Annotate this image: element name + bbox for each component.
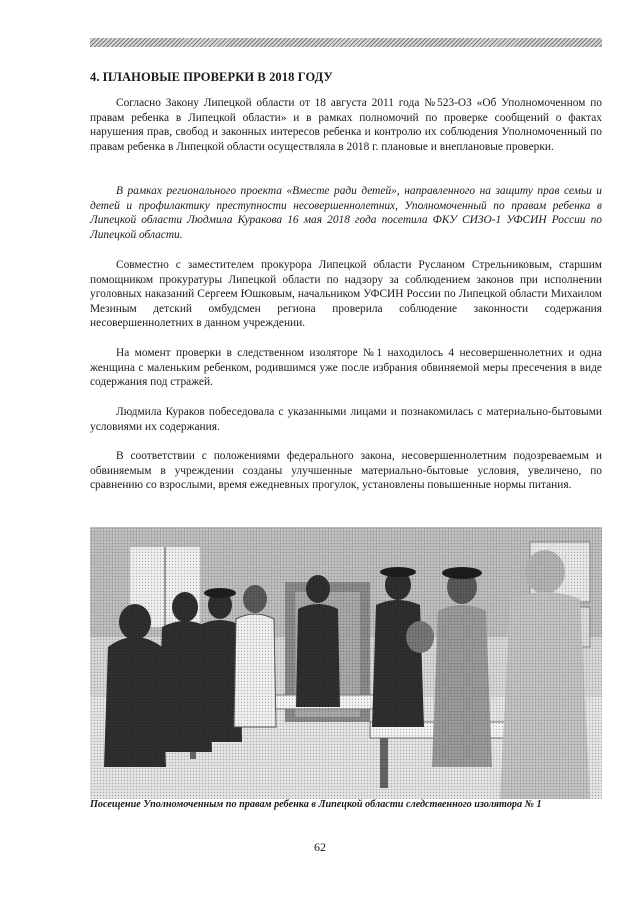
paragraph-6: В соответствии с положениями федерального закона, несовершеннолетним подозреваемым и обвиняемым в учреждении созданы улучшенные материально-бытовые условия, увеличено, по сравнению со взрослыми, время ежедневных прогулок, установлены повышенные нормы питания.	[90, 450, 602, 492]
photo-illustration	[90, 527, 602, 799]
header-rule	[90, 38, 602, 47]
paragraph-5: Людмила Кураков побеседовала с указанными лицами и познакомилась с материально-бытовыми условиями их содержания.	[90, 406, 602, 433]
page-number: 62	[314, 840, 326, 854]
photo-caption: Посещение Уполномоченным по правам ребенка в Липецкой области следственного изолятора № 1	[90, 799, 542, 810]
visit-photo	[90, 527, 602, 799]
paragraph-2: В рамках регионального проекта «Вместе ради детей», направленного на защиту прав семьи и детей и профилактику преступности несовершеннолетних, Уполномоченный по правам ребенка в Липецкой области Людмила Куракова 16 мая 2018 года посетила ФКУ СИЗО-1 УФСИН России по Липецкой области.	[90, 185, 602, 241]
paragraph-1: Согласно Закону Липецкой области от 18 августа 2011 года №523-ОЗ «Об Уполномоченном по правам ребенка в Липецкой области» и в рамках полномочий по проверке сообщений о фактах нарушения прав, свобод и законных интересов ребенка и контролю их соблюдения Уполномоченный по правам ребенка в Липецкой области осуществляла в 2018 г. плановые и внеплановые проверки.	[90, 97, 602, 153]
section-heading: 4. ПЛАНОВЫЕ ПРОВЕРКИ В 2018 ГОДУ	[90, 70, 333, 84]
paragraph-4: На момент проверки в следственном изоляторе №1 находилось 4 несовершеннолетних и одна женщина с маленьким ребенком, родившимся уже после избрания обвиняемой меры пресечения в виде содержания под стражей.	[90, 347, 602, 389]
paragraph-3: Совместно с заместителем прокурора Липецкой области Русланом Стрельниковым, старшим помощником прокуратуры Липецкой области по надзору за соблюдением законов при исполнении уголовных наказаний Сергеем Юшковым, начальником УФСИН России по Липецкой области Михаилом Мезиным детский омбудсмен региона проверила соблюдение законности содержания несовершеннолетних в данном учреждении.	[90, 259, 602, 330]
